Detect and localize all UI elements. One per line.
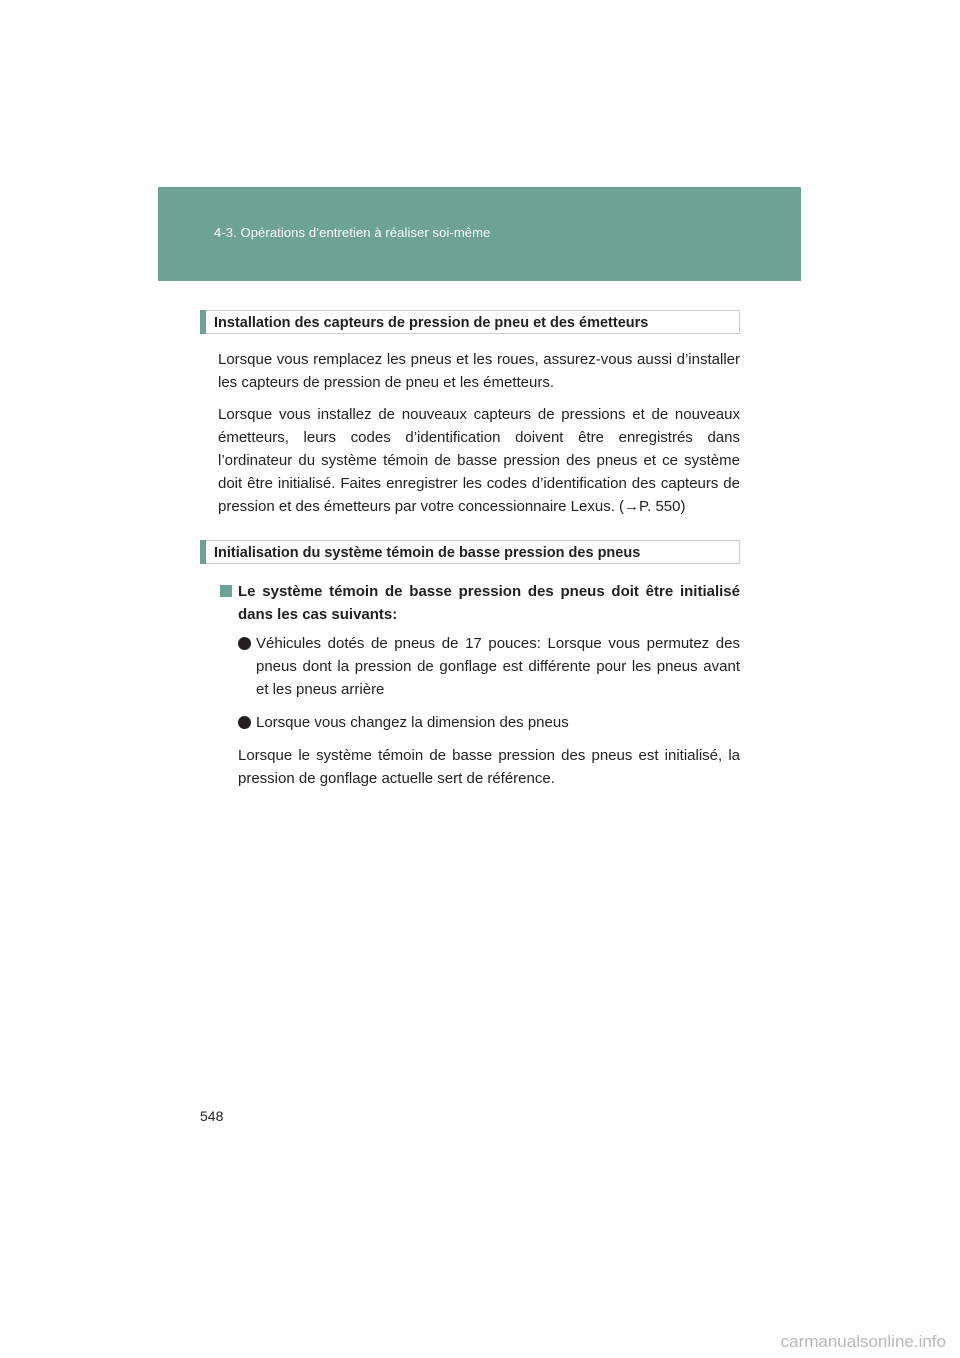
chapter-header-band [158,187,801,281]
section-heading-initialization: Initialisation du système témoin de basse pression des pneus [200,540,740,564]
paragraph: Lorsque vous remplacez les pneus et les roues, assurez-vous aussi d’installer les capteurs de pression de pneu et les émetteurs. [218,351,740,391]
section-body-sensor-installation [200,348,740,518]
round-bullet-icon [238,716,251,729]
initialization-note: Lorsque le système témoin de basse pression des pneus est initialisé, la pression de gonflage actuelle sert de référence. [238,747,740,787]
list-item [200,632,740,701]
list-item [200,711,740,734]
subheading-text: Le système témoin de basse pression des pneus doit être initialisé dans les cas suivants: [238,583,740,623]
subheading-initialization-cases [200,580,740,626]
square-bullet-icon [220,585,232,597]
page-content [200,310,740,790]
watermark-text: carmanualsonline.info [780,1332,946,1351]
list-item-text: Véhicules dotés de pneus de 17 pouces: Lorsque vous permutez des pneus dont la pression de gonflage est différente pour les pneus avant et les pneus arrière [256,635,740,698]
paragraph: Lorsque vous installez de nouveaux capteurs de pressions et de nouveaux émetteurs, leurs codes d’identification doivent être enregistrés dans l’ordinateur du système témoin de basse pression des pneus et ce système doit être initialisé. Faites enregistrer les codes d’identification des capteurs de pression et des émetteurs par votre concessionnaire Lexus. (→P. 550) [218,406,740,515]
chapter-section-title: 4-3. Opérations d’entretien à réaliser soi-même [214,225,491,240]
section-heading-sensor-installation: Installation des capteurs de pression de pneu et des émetteurs [200,310,740,334]
round-bullet-icon [238,637,251,650]
page-number: 548 [200,1108,224,1124]
list-item-text: Lorsque vous changez la dimension des pneus [256,714,569,731]
